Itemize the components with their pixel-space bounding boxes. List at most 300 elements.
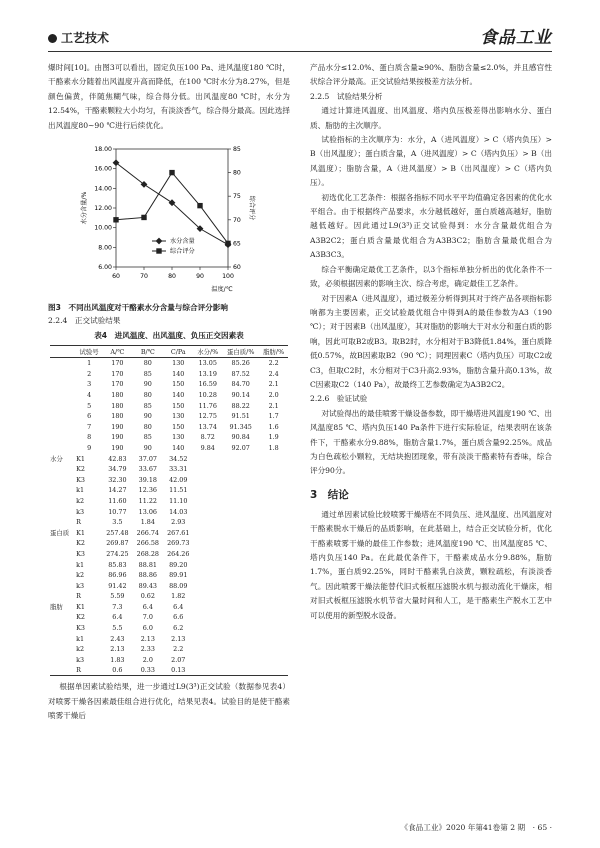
table-cell: 2.4 [268,369,279,378]
table-row [50,369,288,380]
table-cell: 90 [143,443,152,452]
table-row [50,400,288,411]
table-row [50,570,288,581]
table-cell: K3 [76,624,85,633]
table-cell [193,453,222,464]
table-header-row [50,346,288,358]
table-cell: 6.6 [173,613,184,622]
table-cell: 39.18 [138,475,157,484]
table-cell: 140 [172,369,185,378]
table-cell [259,644,288,655]
table-cell: 2.13 [171,634,186,643]
table-cell [259,527,288,538]
table-row [50,655,288,666]
table-cell: 85.83 [108,560,127,569]
table-cell [222,612,259,623]
table-cell: 42.09 [169,475,188,484]
table-cell: 13.19 [198,369,217,378]
table-cell [222,549,259,560]
table-cell: 85 [143,401,152,410]
y-right-tick-label: 60 [233,264,241,272]
table-cell: 9 [87,443,92,452]
series-line-2 [116,173,228,244]
table-cell: 130 [172,412,185,421]
subsection-heading: 2.2.6 验证试验 [310,394,368,404]
table-cell [50,369,76,380]
table-cell: 170 [111,380,124,389]
page-header [48,22,552,52]
table-cell [259,633,288,644]
table-cell: 1 [87,359,92,368]
table-cell: 6.4 [173,602,184,611]
paragraph: 爆时间[10]。由图3可以看出，固定负压100 Pa、进风温度180 ℃时，干酪素水分随着出风温度升高而降低，在100 ℃时水分为8.27%，但是颜色偏黄，伴随焦糊气味，综合得分低。出风温度80 ℃时，水分为12.54%，干酪素颗粒大小均匀，有淡淡香气，综合得分最高。因此选择出风温度80~90 ℃进行后续优化。 [48,63,290,130]
chart-svg [48,139,290,299]
table-cell: 1.8 [268,443,279,452]
table-cell: 1.9 [268,433,279,442]
table-cell [50,464,76,475]
table-cell: 2.13 [140,634,155,643]
table-cell: 268.28 [136,549,159,558]
table-cell [50,443,76,454]
table-cell [222,464,259,475]
table-cell: 0.6 [102,665,132,676]
table-cell [259,474,288,485]
table-cell [193,506,222,517]
table-cell: 34.79 [108,465,127,474]
table-header-cell [50,346,76,358]
table-cell: k3 [76,581,85,590]
table-cell: 269.73 [167,539,190,548]
table-cell [193,538,222,549]
table-cell: 92.07 [231,443,250,452]
table-cell: k1 [76,634,85,643]
table-row [50,538,288,549]
table-cell: 蛋白质 [50,529,70,538]
subsection-heading: 2.2.5 试验结果分析 [310,91,383,101]
table-cell: 91.42 [108,581,127,590]
table-cell [50,623,76,634]
table-cell [50,411,76,422]
table-cell: k3 [76,507,85,516]
paragraph: 试验指标的主次顺序为：水分，A（进风温度）> C（塔内负压）> B（出风温度）；蛋白质含量，A（进风温度）> C（塔内负压）> B（出风温度）；脂肪含量，A（进风温度）> B（出风温度）> C（塔内负压）。 [310,135,552,188]
paragraph: 通过单因素试验比较喷雾干燥塔在不同负压、进风温度、出风温度对干酪素脱水干燥后的品质影响，在此基础上，结合正交试验分析，优化干酪素喷雾干燥的最佳工作参数；进风温度190 ℃、出风温度85 ℃、塔内负压140 Pa。在此最优条件下，干酪素成品水分9.88%，脂肪1.7%，蛋白质92.25%，同时干酪素乳白淡黄，颗粒疏松，有淡淡香气。因此喷雾干燥法能替代旧式板框压滤脱水机与振动流化干燥床，相对旧式板框压滤脱水机节省大量时间和人工，是干酪素生产脱水工艺中可以使用的新型脱水设备。 [310,509,552,620]
table-cell [50,496,76,507]
table-cell [222,506,259,517]
table-cell: 90 [143,380,152,389]
table-cell [259,517,288,528]
table-cell: R [76,665,102,676]
table-cell [222,485,259,496]
table-cell: 6.4 [142,602,153,611]
table-cell [50,570,76,581]
table-cell: 2.1 [268,380,279,389]
table-cell: 6.2 [173,624,184,633]
paragraph: 综合平衡确定最优工艺条件，以3个指标单独分析出的优化条件不一致，必须根据因素的影响主次、综合考虑，确定最佳工艺条件。 [310,264,552,289]
table-row [50,612,288,623]
table-header-cell: A/℃ [102,346,132,358]
table-cell: 130 [172,359,185,368]
table-cell: 33.31 [169,465,188,474]
table-cell: 2.07 [171,655,186,664]
table-cell: 8.72 [200,433,215,442]
table-cell [193,570,222,581]
table-row [50,474,288,485]
legend-label: 水分含量 [170,238,195,246]
table-row [50,485,288,496]
table-row [50,665,288,676]
y-left-tick-label: 16.00 [94,165,112,173]
table-row [50,517,288,528]
table-cell [50,358,76,369]
table-cell: 91.345 [229,422,252,431]
table-cell [222,496,259,507]
table-cell: 6 [87,412,92,421]
y-right-tick-label: 70 [233,216,241,224]
table-cell: K1 [76,602,85,611]
table-cell: 267.61 [167,528,190,537]
table-cell: 89.20 [169,560,188,569]
table-cell: 9.84 [200,443,215,452]
table-row [50,411,288,422]
table-cell [259,580,288,591]
table-cell: 90 [143,412,152,421]
table-cell [259,612,288,623]
table-cell: 257.48 [106,528,129,537]
y-left-axis-label: 水分含量/% [81,191,88,225]
table-cell: 264.26 [167,549,190,558]
table-row [50,644,288,655]
paragraph: 初选优化工艺条件：根据各指标不同水平平均值确定各因素的优化水平组合。由于根据终产品要求，水分越低越好，蛋白质越高越好，脂肪越低越好。因此通过L9(3³)正交试验得到：水分含量最优组合为A3B2C2；蛋白质含量最优组合为A3B3C2；脂肪含量最优组合为A3B3C3。 [310,192,552,260]
table-cell [222,623,259,634]
table-cell [50,400,76,411]
table-cell: 266.74 [136,528,159,537]
table-cell [259,496,288,507]
table-header-cell: B/℃ [133,346,163,358]
table-cell [50,422,76,433]
table-row [50,527,288,538]
legend-marker [156,238,163,245]
table-cell: k2 [76,571,85,580]
table-body [50,358,288,676]
table-cell: R [76,592,81,601]
table-caption: 表4 进风温度、出风温度、负压正交因素表 [94,331,244,341]
y-right-tick-label: 80 [233,169,241,177]
table-cell: 85.26 [231,359,250,368]
table-cell: K3 [76,475,85,484]
table-row [50,443,288,454]
table-header-cell: C/Pa [163,346,193,358]
table-cell [259,665,288,676]
table-cell: 1.6 [268,422,279,431]
table-cell: 7.3 [112,602,123,611]
table-cell: 84.70 [231,380,250,389]
table-cell: 12.75 [198,412,217,421]
table-cell [50,591,76,602]
table-row [50,496,288,507]
table-cell: 42.83 [108,454,127,463]
orthogonal-table [50,345,288,676]
table-cell: 水分 [50,455,63,464]
table-cell [222,655,259,666]
y-right-tick-label: 85 [233,146,241,154]
table-cell [222,602,259,613]
table-cell [259,485,288,496]
table-cell: 190 [111,433,124,442]
table-cell: k3 [76,655,85,664]
table-cell [50,633,76,644]
page-footer: 《食品工业》2020 年第41卷第 2 期 · 65 · [400,823,552,832]
table-cell [193,527,222,538]
table-cell [222,538,259,549]
table-cell: 1.84 [140,518,155,527]
table-cell: 80 [143,359,152,368]
table-cell: 150 [172,401,185,410]
table-cell [259,464,288,475]
table-cell: 6.0 [142,624,153,633]
table-cell: 180 [111,401,124,410]
section-heading: 3 结论 [310,488,349,501]
table-cell [222,644,259,655]
table-cell: 0.13 [163,665,193,676]
table-cell [50,549,76,560]
y-left-tick-label: 14.00 [94,185,112,193]
table-header-cell: 水分/% [193,346,222,358]
table-cell: 2.2 [173,645,184,654]
table-cell: 180 [111,412,124,421]
series-2-point [169,170,174,175]
table-header-cell: 脂肪/% [259,346,288,358]
table-cell: 5.59 [110,592,125,601]
table-cell: 2.0 [142,655,153,664]
table-cell: 88.86 [138,571,157,580]
table-cell: 2.0 [268,391,279,400]
table-cell [193,559,222,570]
table-cell: 7 [87,422,92,431]
table-cell: 13.05 [198,359,217,368]
legend-marker [156,248,161,253]
table-cell [50,538,76,549]
table-cell: 11.60 [108,496,127,505]
table-cell: 150 [172,380,185,389]
table-cell [50,506,76,517]
table-cell: 5.5 [112,624,123,633]
table-cell: 13.06 [138,507,157,516]
x-axis-label: 温度/℃ [211,286,233,294]
y-left-tick-label: 12.00 [94,205,112,213]
figure-caption: 图3 不同出风温度对干酪素水分含量与综合评分影响 [48,303,228,313]
table-cell [50,432,76,443]
series-2-point [225,241,230,246]
table-cell [50,474,76,485]
table-cell: 85 [143,369,152,378]
table-cell: 87.52 [231,369,250,378]
table-cell: 8 [87,433,92,442]
table-cell: 0.62 [140,592,155,601]
x-tick-label: 80 [168,273,176,281]
journal-logo: 食品工业 [480,28,552,48]
table-cell: R [76,518,81,527]
table-cell: 32.30 [108,475,127,484]
x-tick-label: 70 [140,273,148,281]
table-cell: 130 [172,433,185,442]
table-cell [222,517,259,528]
table-cell: 7.0 [142,613,153,622]
table-cell [50,644,76,655]
x-tick-label: 60 [112,273,120,281]
table-cell [259,602,288,613]
table-cell [50,655,76,666]
table-row [50,390,288,401]
table-header-cell: 试验号 [76,346,102,358]
table-cell [259,570,288,581]
table-cell: K2 [76,465,85,474]
table-cell [193,474,222,485]
table-cell [193,580,222,591]
table-cell [50,559,76,570]
table-cell [259,655,288,666]
table-cell: 140 [172,443,185,452]
y-right-tick-label: 65 [233,240,241,248]
table-cell: k1 [76,486,85,495]
table-row [50,506,288,517]
series-2-point [141,215,146,220]
table-row [50,549,288,560]
table-cell: 2 [87,369,92,378]
y-right-tick-label: 75 [233,193,241,201]
table-cell [50,580,76,591]
table-cell: 90.84 [231,433,250,442]
paragraph: 通过计算进风温度、出风温度、塔内负压极差得出影响水分、蛋白质、脂肪的主次顺序。 [310,106,552,130]
table-cell: 88.81 [138,560,157,569]
table-cell: 1.7 [268,412,279,421]
table-cell: 33.67 [138,465,157,474]
table-cell: 0.33 [133,665,163,676]
x-tick-label: 90 [196,273,204,281]
table-cell: 2.2 [268,359,279,368]
table-cell: 6.4 [112,613,123,622]
table-cell: 170 [111,369,124,378]
table-row [50,623,288,634]
table-cell: K1 [76,528,85,537]
table-cell: 37.07 [138,454,157,463]
table-cell: 5 [87,401,92,410]
table-cell: 2.13 [110,645,125,654]
table-cell [222,591,259,602]
table-cell: K3 [76,549,85,558]
table-cell: 80 [143,391,152,400]
table-cell: 80 [143,422,152,431]
table-cell [259,591,288,602]
table-cell: 274.25 [106,549,129,558]
table-cell: 88.09 [169,581,188,590]
table-cell [222,580,259,591]
right-column [310,61,552,623]
table-cell: 12.36 [138,486,157,495]
paragraph: 对于因素A（进风温度），通过极差分析得到其对于终产品各项指标影响都为主要因素，正交试验最优组合中得到A的最佳参数为A3（190 ℃）；对于因素B（出风温度），其对脂肪的影响大于对水分和蛋白质的影响，因此可取B2或B3。取B2时，水分相对于B3降低1.84%，蛋白质降低0.57%，故B因素取B2（90 ℃）；同理因素C（塔内负压）可取C2或C3，但取C2时，水分相对于C3升高2.93%，脂肪含量升高0.13%，故C因素取C2（140 Pa），故最终工艺参数确定为A3B2C2。 [310,293,552,389]
table-cell: 86.96 [108,571,127,580]
table-cell [259,623,288,634]
table-cell: K2 [76,613,85,622]
table-cell [222,665,259,676]
table-cell: 13.74 [198,422,217,431]
table-header-cell: 蛋白质/% [222,346,259,358]
table-row [50,358,288,369]
table-cell: 4 [87,391,92,400]
table-cell: K2 [76,539,85,548]
table-cell [222,527,259,538]
table-row [50,379,288,390]
table-cell [193,496,222,507]
table-row [50,580,288,591]
table-cell [222,474,259,485]
table-cell [50,390,76,401]
table-cell: 88.22 [231,401,250,410]
table-cell [193,602,222,613]
table-cell [193,655,222,666]
table-cell: 34.52 [169,454,188,463]
table-row [50,559,288,570]
figure-3-chart [48,139,290,299]
x-tick-label: 100 [222,273,234,281]
table-cell [222,559,259,570]
table-cell: K1 [76,454,85,463]
table-cell: 11.76 [198,401,217,410]
table-cell [193,517,222,528]
table-cell: k2 [76,496,85,505]
table-cell [50,612,76,623]
table-cell: 2.1 [268,401,279,410]
table-cell: 2.33 [140,645,155,654]
table-cell [222,570,259,581]
paragraph: 对试验得出的最佳喷雾干燥设备参数，即干燥塔进风温度190 ℃、出风温度85 ℃、塔内负压140 Pa条件下进行实际验证，结果表明在该条件下，干酪素水分9.88%，脂肪含量1.7%，蛋白质含量92.25%。成品为白色疏松小颗粒，无结块抱团现象，带有淡淡干酪素特有香味，综合评分90分。 [310,408,552,476]
table-cell: 2.93 [171,518,186,527]
table-cell: 14.03 [169,507,188,516]
table-cell: 3.5 [112,518,123,527]
table-cell: 89.43 [138,581,157,590]
table-cell: 11.22 [138,496,157,505]
table-cell [50,379,76,390]
series-2-point [113,217,118,222]
y-left-tick-label: 18.00 [94,146,112,154]
table-cell [259,559,288,570]
y-right-axis-label: 综合评分 [248,195,255,221]
table-cell: 190 [111,422,124,431]
table-cell [193,665,222,676]
y-left-tick-label: 8.00 [98,244,112,252]
table-cell: 269.87 [106,539,129,548]
table-cell [259,506,288,517]
y-left-tick-label: 10.00 [94,224,112,232]
table-cell [193,549,222,560]
table-cell: 10.28 [198,391,217,400]
paragraph: 根据单因素试验结果，进一步通过L9(3³)正交试验（数据参见表4）对喷雾干燥各因素最佳组合进行优化，结果见表4。试验目的是使干酪素喷雾干燥后 [48,682,290,721]
table-cell: 91.51 [231,412,250,421]
table-cell: 1.82 [171,592,186,601]
table-cell: 89.91 [169,571,188,580]
table-cell: 150 [172,422,185,431]
table-row [50,453,288,464]
table-cell: 14.27 [108,486,127,495]
bullet-dot-icon [48,34,57,43]
table-cell [50,665,76,676]
table-cell [193,464,222,475]
series-2-point [197,203,202,208]
table-cell [193,485,222,496]
table-cell: k1 [76,560,85,569]
legend-label: 综合评分 [170,248,195,256]
table-cell [222,633,259,644]
table-row [50,591,288,602]
